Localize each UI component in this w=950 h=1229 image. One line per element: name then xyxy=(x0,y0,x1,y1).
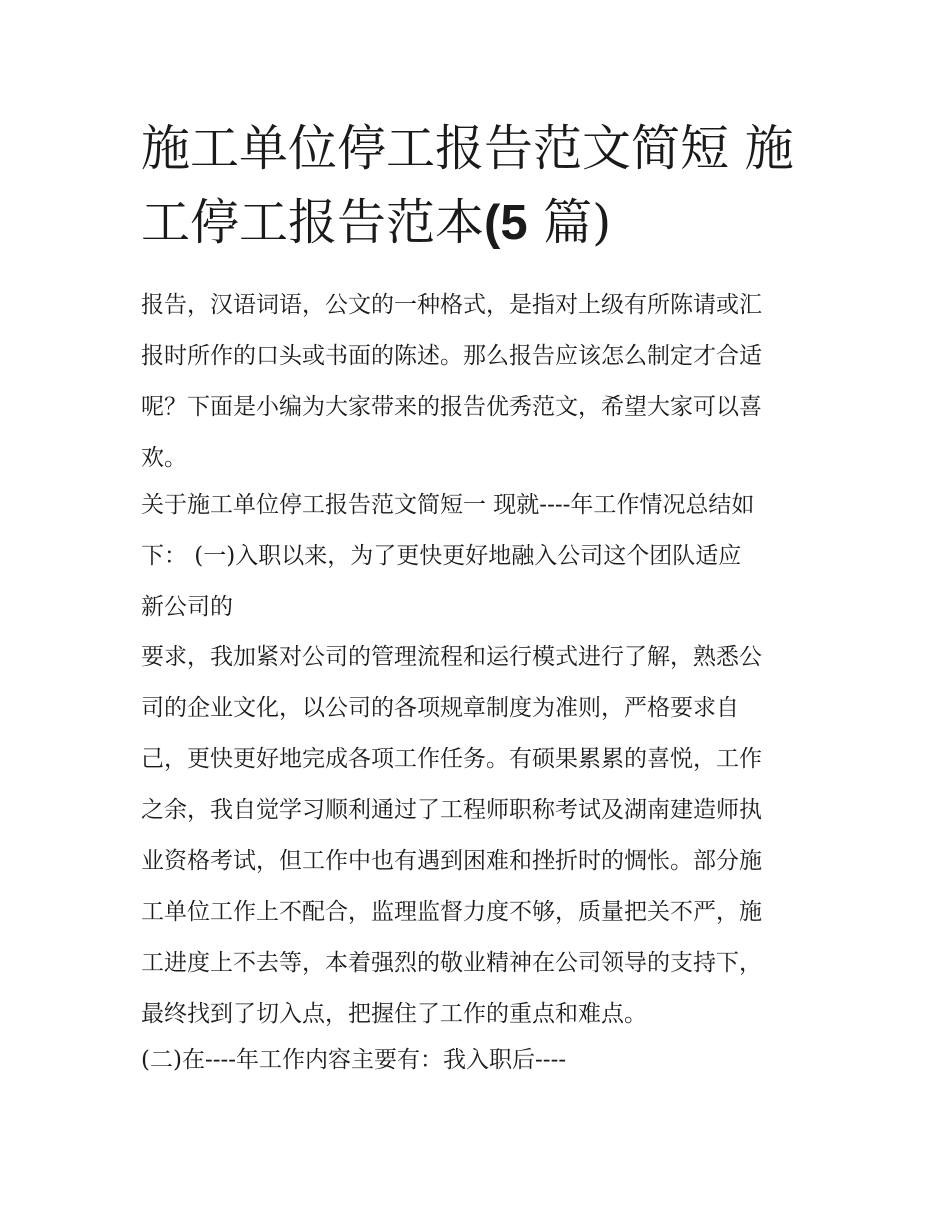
text-line: 业资格考试，但工作中也有遇到困难和挫折时的惆怅。部分施 xyxy=(141,848,762,874)
text-line: 关于施工单位停工报告范文简短一 现就----年工作情况总结如 xyxy=(141,492,755,518)
text-line: 要求，我加紧对公司的管理流程和运行模式进行了解，熟悉公 xyxy=(141,644,762,670)
text-line: 之余，我自觉学习顺利通过了工程师职称考试及湖南建造师执 xyxy=(141,797,762,823)
text-line: 工进度上不去等，本着强烈的敬业精神在公司领导的支持下， xyxy=(141,950,762,976)
body-paragraph xyxy=(141,632,813,1040)
intro-paragraph xyxy=(141,280,813,484)
text-line: 最终找到了切入点，把握住了工作的重点和难点。 xyxy=(141,1001,647,1027)
text-line: (二)在----年工作内容主要有：我入职后---- xyxy=(141,1047,567,1073)
text-line: 己，更快更好地完成各项工作任务。有硕果累累的喜悦，工作 xyxy=(141,746,762,772)
title-count: (5 xyxy=(484,196,528,250)
section-one-paragraph xyxy=(141,480,813,633)
text-line: 司的企业文化，以公司的各项规章制度为准则，严格要求自 xyxy=(141,695,739,721)
text-line: 报告，汉语词语，公文的一种格式，是指对上级有所陈请或汇 xyxy=(141,292,762,318)
title-line-2-text: 工停工报告范本 xyxy=(141,194,485,251)
title-line-2 xyxy=(141,186,813,260)
document-title xyxy=(141,112,813,260)
text-line: 呢？下面是小编为大家带来的报告优秀范文，希望大家可以喜 xyxy=(141,394,762,420)
text-line: 欢。 xyxy=(141,445,187,471)
text-line: 新公司的 xyxy=(141,594,233,620)
text-line: 工单位工作上不配合，监理监督力度不够，质量把关不严，施 xyxy=(141,899,762,925)
text-line: 报时所作的口头或书面的陈述。那么报告应该怎么制定才合适 xyxy=(141,343,762,369)
section-two-paragraph xyxy=(141,1035,813,1086)
title-line-1: 施工单位停工报告范文简短 施 xyxy=(141,120,794,177)
text-line: 下： (一)入职以来，为了更快更好地融入公司这个团队适应 xyxy=(141,543,742,569)
title-line-2-end: 篇) xyxy=(527,194,612,251)
